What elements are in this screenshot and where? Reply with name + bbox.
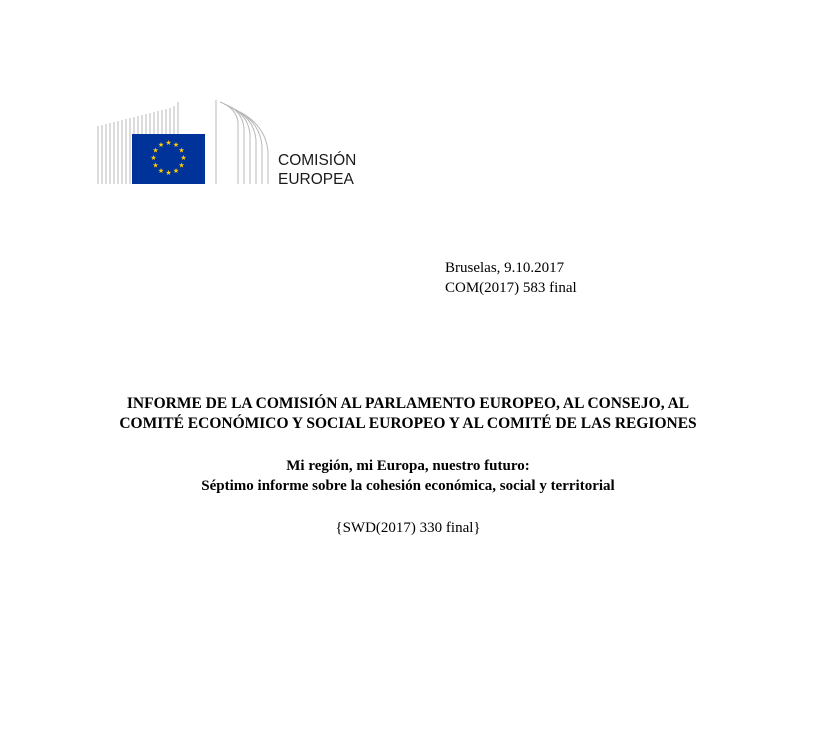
place-date: Bruselas, 9.10.2017 (445, 260, 565, 276)
document-meta (445, 258, 577, 298)
svg-text:★: ★ (172, 167, 180, 175)
svg-text:★: ★ (178, 161, 185, 170)
staff-working-document-reference: {SWD(2017) 330 final} (335, 520, 481, 536)
title-line-2: COMITÉ ECONÓMICO Y SOCIAL EUROPEO Y AL COMITÉ DE LAS REGIONES (119, 415, 697, 432)
document-title (60, 394, 756, 434)
svg-text:★: ★ (178, 146, 185, 155)
subtitle-line-1: Mi región, mi Europa, nuestro futuro: (286, 458, 530, 474)
logo-line-1: COMISIÓN (278, 152, 357, 169)
subtitle-line-2: Séptimo informe sobre la cohesión económica, social y territorial (201, 478, 615, 494)
svg-text:★: ★ (152, 161, 159, 170)
svg-text:★: ★ (157, 141, 165, 149)
svg-text:★: ★ (180, 154, 187, 162)
document-reference: COM(2017) 583 final (445, 280, 577, 296)
title-line-1: INFORME DE LA COMISIÓN AL PARLAMENTO EUROPEO, AL CONSEJO, AL (126, 395, 690, 412)
svg-text:★: ★ (172, 141, 180, 149)
svg-text:★: ★ (165, 139, 172, 147)
european-commission-logo (96, 98, 376, 190)
svg-text:★: ★ (165, 169, 172, 177)
logo-wordmark (278, 151, 356, 189)
document-subtitle (60, 456, 756, 496)
svg-text:★: ★ (152, 146, 159, 155)
logo-line-2: EUROPEA (278, 171, 354, 188)
svg-text:★: ★ (157, 167, 165, 175)
eu-flag-building-emblem (96, 98, 271, 190)
building-right-wing (216, 100, 268, 184)
svg-text:★: ★ (150, 154, 157, 162)
